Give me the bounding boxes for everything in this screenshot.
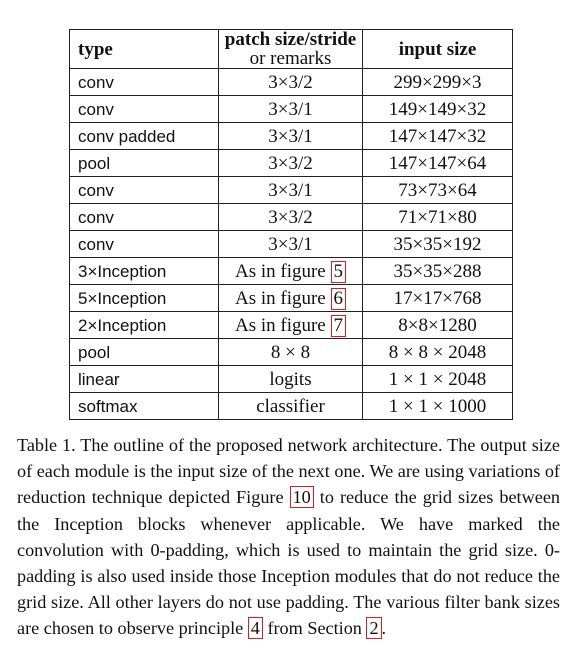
cell-input-size: 1 × 1 × 1000 bbox=[363, 393, 513, 420]
cell-input-size: 71×71×80 bbox=[363, 204, 513, 231]
cell-type: linear bbox=[70, 366, 219, 393]
caption-text-3: from Section bbox=[262, 618, 367, 639]
table-row bbox=[70, 69, 513, 96]
header-patch-line2: or remarks bbox=[249, 48, 332, 69]
cell-input-size: 147×147×64 bbox=[363, 150, 513, 177]
cell-input-size: 17×17×768 bbox=[363, 285, 513, 312]
table-row bbox=[70, 258, 513, 285]
header-row bbox=[70, 30, 513, 69]
cell-patch-text: 3×3/1 bbox=[268, 179, 313, 201]
cell-input-size: 149×149×32 bbox=[363, 96, 513, 123]
cell-type: softmax bbox=[70, 393, 219, 420]
table-row bbox=[70, 366, 513, 393]
cell-patch-text: 3×3/1 bbox=[268, 125, 313, 147]
table-row bbox=[70, 231, 513, 258]
cell-input-size: 8 × 8 × 2048 bbox=[363, 339, 513, 366]
cell-patch-text: 3×3/1 bbox=[268, 233, 313, 255]
cell-type: 3×Inception bbox=[70, 258, 219, 285]
principle-reference-link[interactable]: 4 bbox=[248, 617, 263, 639]
cell-patch-text: 3×3/2 bbox=[268, 71, 313, 93]
section-reference-link[interactable]: 2 bbox=[366, 617, 381, 639]
cell-patch-text: 3×3/1 bbox=[268, 98, 313, 120]
cell-patch bbox=[219, 285, 363, 312]
table-row bbox=[70, 96, 513, 123]
cell-patch-text: As in figure bbox=[234, 287, 326, 309]
cell-patch-text: 3×3/2 bbox=[268, 206, 313, 228]
cell-patch-text: logits bbox=[269, 368, 312, 390]
cell-type: conv bbox=[70, 96, 219, 123]
caption-text-2: to reduce the grid sizes between the Inception blocks whenever applicable. We have marked the convolution with 0-padding, which is used to maintain the grid size. 0-padding is also used inside those Inception modules that do not reduce the grid size. All other layers do not use padding. The various filter bank sizes are chosen to observe principle bbox=[17, 487, 560, 639]
header-patch bbox=[219, 30, 363, 69]
caption-text-1: Table 1. The outline of the proposed network architecture. The output size of each module is the input size of the next one. We are using variations of reduction technique depicted Figure bbox=[17, 435, 560, 508]
architecture-table bbox=[69, 29, 513, 420]
table-row bbox=[70, 123, 513, 150]
cell-patch-text: 3×3/2 bbox=[268, 152, 313, 174]
cell-input-size: 147×147×32 bbox=[363, 123, 513, 150]
cell-input-size: 1 × 1 × 2048 bbox=[363, 366, 513, 393]
table-header bbox=[70, 30, 513, 69]
caption-text-4: . bbox=[381, 618, 387, 639]
cell-input-size: 299×299×3 bbox=[363, 69, 513, 96]
cell-type: 2×Inception bbox=[70, 312, 219, 339]
table-row bbox=[70, 177, 513, 204]
table-row bbox=[70, 150, 513, 177]
figure-reference-link[interactable]: 5 bbox=[331, 261, 347, 283]
cell-type: pool bbox=[70, 150, 219, 177]
cell-input-size: 35×35×192 bbox=[363, 231, 513, 258]
cell-patch bbox=[219, 69, 363, 96]
cell-patch bbox=[219, 123, 363, 150]
table-row bbox=[70, 312, 513, 339]
cell-type: pool bbox=[70, 339, 219, 366]
table-row bbox=[70, 204, 513, 231]
table-row bbox=[70, 339, 513, 366]
cell-type: conv bbox=[70, 204, 219, 231]
cell-patch bbox=[219, 393, 363, 420]
cell-input-size: 8×8×1280 bbox=[363, 312, 513, 339]
cell-patch-text: As in figure bbox=[234, 314, 326, 336]
cell-patch bbox=[219, 339, 363, 366]
table-row bbox=[70, 285, 513, 312]
table-body bbox=[70, 69, 513, 420]
cell-patch bbox=[219, 312, 363, 339]
table-row bbox=[70, 393, 513, 420]
header-patch-line1: patch size/stride bbox=[224, 29, 357, 50]
cell-patch bbox=[219, 150, 363, 177]
cell-patch bbox=[219, 204, 363, 231]
cell-input-size: 73×73×64 bbox=[363, 177, 513, 204]
cell-type: conv bbox=[70, 177, 219, 204]
cell-type: 5×Inception bbox=[70, 285, 219, 312]
cell-type: conv bbox=[70, 69, 219, 96]
cell-patch-text: As in figure bbox=[234, 260, 326, 282]
figure-reference-link[interactable]: 6 bbox=[331, 288, 347, 310]
table-caption bbox=[17, 432, 560, 642]
header-type: type bbox=[70, 30, 219, 69]
cell-patch bbox=[219, 258, 363, 285]
header-input: input size bbox=[363, 30, 513, 69]
cell-type: conv bbox=[70, 231, 219, 258]
cell-type: conv padded bbox=[70, 123, 219, 150]
cell-patch bbox=[219, 231, 363, 258]
cell-patch-text: 8 × 8 bbox=[270, 341, 311, 363]
cell-patch bbox=[219, 366, 363, 393]
cell-patch-text: classifier bbox=[256, 395, 325, 417]
figure-reference-link[interactable]: 7 bbox=[331, 315, 347, 337]
cell-patch bbox=[219, 96, 363, 123]
figure-reference-link[interactable]: 10 bbox=[290, 486, 314, 508]
cell-input-size: 35×35×288 bbox=[363, 258, 513, 285]
cell-patch bbox=[219, 177, 363, 204]
